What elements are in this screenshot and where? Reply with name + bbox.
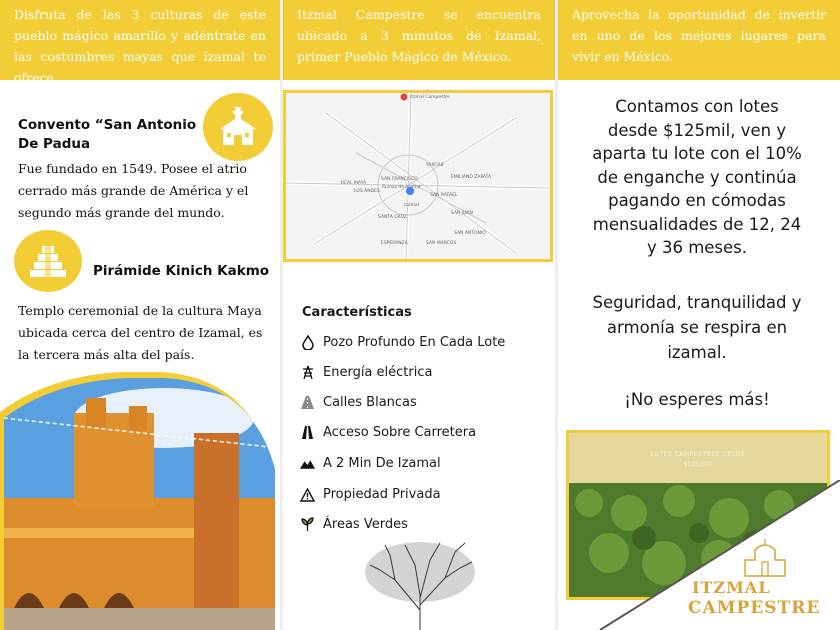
- land-photo-caption: LOTES CAMPESTRES DESDE: [650, 451, 746, 458]
- piramide-title: Pirámide Kinich Kakmo: [93, 263, 270, 279]
- church-icon: [203, 93, 273, 161]
- piramide-body: Templo ceremonial de la cultura Maya ubicada cerca del centro de Izamal, es la tercera más alta del país.: [18, 303, 263, 362]
- security-text: [572, 290, 822, 365]
- map-label: SAN MARCOS: [426, 241, 457, 246]
- intro-band-right: Aprovecha la oportunidad de invertir en uno de los mejores lugares para vivir en México.: [558, 0, 840, 80]
- intro-band-left: Disfruta de las 3 culturas de este pueblo mágico amarillo y adéntrate en las costumbres mayas que izamal te ofrece.: [0, 0, 280, 80]
- feature-item: [300, 395, 417, 410]
- feature-label: Pozo Profundo En Cada Lote: [323, 335, 506, 350]
- logo-church-icon: [740, 538, 790, 578]
- map-label: YAXCAB: [426, 163, 444, 168]
- highway-icon: [300, 425, 315, 440]
- convento-photo: [0, 372, 275, 630]
- location-map[interactable]: [283, 90, 553, 262]
- feature-item: [300, 456, 441, 471]
- promo-line: de enganche y continúa: [597, 167, 797, 187]
- map-pin-label: Itzmal Campestre: [410, 95, 450, 100]
- map-label: REAL MAYA: [341, 181, 367, 186]
- electric-tower-icon: [300, 365, 315, 380]
- security-line: armonía se respira en: [606, 318, 788, 337]
- promo-line: Contamos con lotes: [615, 97, 779, 116]
- security-line: izamal.: [667, 343, 727, 362]
- logo-name-line1: ITZMAL: [692, 578, 771, 597]
- warning-triangle-icon: [300, 487, 315, 502]
- mountain-icon: [300, 456, 315, 471]
- feature-item: [300, 335, 505, 350]
- promo-line: y 36 meses.: [646, 238, 748, 257]
- tree-image: [360, 540, 480, 630]
- cta-text: ¡No esperes más!: [624, 390, 770, 409]
- road-icon: [300, 395, 315, 410]
- map-label: Izamal: [404, 203, 419, 208]
- promo-text: [572, 95, 822, 260]
- water-drop-icon: [300, 335, 315, 350]
- map-label: SAN ANTONIO: [454, 231, 486, 236]
- promo-line: pagando en cómodas: [608, 191, 786, 210]
- promo-line: mensualidades de 12, 24: [592, 214, 802, 234]
- feature-label: A 2 Min De Izamal: [323, 456, 441, 471]
- promo-line: desde $125mil, ven y: [607, 120, 787, 140]
- logo-name-line2: CAMPESTRE: [688, 598, 821, 618]
- feature-label: Áreas Verdes: [323, 517, 408, 532]
- feature-label: Acceso Sobre Carretera: [323, 425, 477, 440]
- intro-band-center: Itzmal Campestre se encuentra ubicado a 3 minutos de Izamal, primer Pueblo Mágico de México.: [283, 0, 555, 80]
- promo-line: aparta tu lote con el 10%: [592, 144, 802, 163]
- map-label: SAN RAFAEL: [430, 193, 458, 198]
- security-line: Seguridad, tranquilidad y: [592, 293, 802, 312]
- map-label: ESPERANZA: [381, 241, 408, 246]
- land-photo-price: $125,000: [683, 461, 713, 468]
- feature-label: Propiedad Privada: [323, 487, 441, 502]
- map-label: SAN FRANCISCO: [381, 177, 418, 182]
- convento-title: [18, 116, 196, 154]
- convento-title-line2: De Padua: [18, 136, 91, 152]
- map-label: SAN JUAN: [451, 211, 473, 216]
- feature-item: [300, 517, 408, 532]
- map-label: LOS ANDES: [354, 189, 380, 194]
- feature-item: [300, 487, 441, 502]
- convento-body: Fue fundado en 1549. Posee el atrio cerrado más grande de América y el segundo más grande del mundo.: [18, 161, 249, 220]
- map-label: EMILIANO ZAPATA: [451, 175, 492, 180]
- plant-icon: [300, 517, 315, 532]
- features-title: Características: [302, 305, 412, 320]
- feature-item: [300, 365, 432, 380]
- feature-label: Energía eléctrica: [323, 365, 433, 380]
- map-label: SANTA CRUZ: [378, 215, 407, 220]
- feature-label: Calles Blancas: [323, 395, 417, 410]
- feature-item: [300, 425, 476, 440]
- panel-divider: [555, 0, 558, 630]
- convento-title-line1: Convento “San Antonio: [18, 117, 197, 133]
- pyramid-icon: [14, 230, 82, 292]
- map-label: Ruinas de Izamal: [382, 185, 421, 190]
